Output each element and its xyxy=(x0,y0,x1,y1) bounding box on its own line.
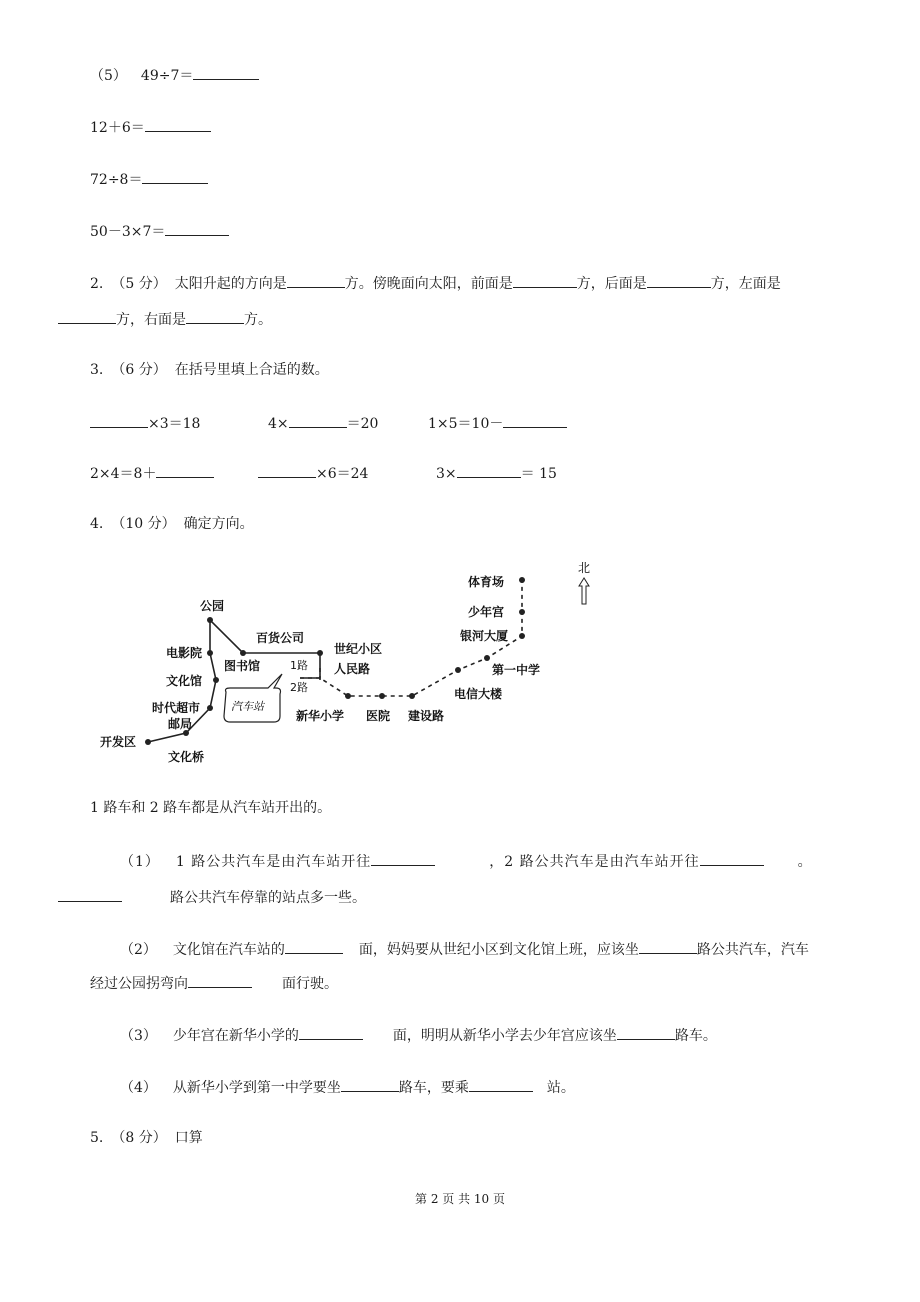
station-dot xyxy=(409,693,415,699)
station-dot xyxy=(207,650,213,656)
question-text: 面行驶。 xyxy=(282,976,338,992)
answer-blank[interactable] xyxy=(188,972,252,988)
question-2-cont xyxy=(58,308,272,330)
problem-line xyxy=(90,116,211,138)
question-number: 4. xyxy=(90,516,104,532)
equation-row-2 xyxy=(90,462,214,484)
answer-blank[interactable] xyxy=(58,308,116,324)
question-text: 1 路公共汽车是由汽车站开往 xyxy=(175,854,372,870)
question-text: 口算 xyxy=(174,1130,203,1146)
station-dot xyxy=(207,617,213,623)
station-first-middle: 第一中学 xyxy=(492,663,541,677)
sub-label: （5） xyxy=(90,68,127,84)
station-cinema: 电影院 xyxy=(166,646,203,660)
station-stadium: 体育场 xyxy=(468,575,505,589)
equation-part: 2×4＝8＋ xyxy=(90,466,157,482)
answer-blank[interactable] xyxy=(617,1024,675,1040)
question-text: 路公共汽车，汽车 xyxy=(696,942,809,958)
answer-blank[interactable] xyxy=(285,938,343,954)
q4-part-4 xyxy=(120,1076,575,1098)
question-number: 2. xyxy=(90,276,104,292)
question-text: 站。 xyxy=(546,1080,575,1096)
bus-route-map xyxy=(0,550,920,770)
q4-part-2-cont xyxy=(90,972,338,994)
equation xyxy=(268,412,378,434)
station-hospital: 医院 xyxy=(366,709,391,723)
station-dept-store: 百货公司 xyxy=(256,631,305,645)
sub-label: （1） xyxy=(120,854,160,870)
equation xyxy=(428,412,567,434)
sub-label: （2） xyxy=(120,942,157,958)
answer-blank[interactable] xyxy=(647,272,711,288)
answer-blank[interactable] xyxy=(287,272,345,288)
question-score: （10 分） xyxy=(111,516,176,532)
q4-part-3 xyxy=(120,1024,717,1046)
station-century: 世纪小区 xyxy=(334,642,383,656)
question-text: 文化馆在汽车站的 xyxy=(172,942,285,958)
station-dot xyxy=(379,693,385,699)
answer-blank[interactable] xyxy=(469,1076,533,1092)
answer-blank[interactable] xyxy=(289,412,347,428)
answer-blank[interactable] xyxy=(513,272,577,288)
station-park: 公园 xyxy=(200,599,225,613)
station-dot xyxy=(519,609,525,615)
problem-line xyxy=(90,168,208,190)
station-library: 图书馆 xyxy=(224,659,261,673)
question-text: 方，左面是 xyxy=(710,276,781,292)
route-labels xyxy=(290,659,308,694)
station-telecom: 电信大楼 xyxy=(454,687,503,701)
equation-part: ＝ 15 xyxy=(520,466,557,482)
station-supermarket: 时代超市 xyxy=(152,701,201,715)
station-galaxy: 银河大厦 xyxy=(460,629,509,643)
station-dot xyxy=(484,655,490,661)
answer-blank[interactable] xyxy=(145,116,211,132)
equation-part: ×6＝24 xyxy=(316,466,369,482)
question-text: 面，妈妈要从世纪小区到文化馆上班，应该坐 xyxy=(358,942,639,958)
equation-row-1 xyxy=(90,412,200,434)
answer-blank[interactable] xyxy=(186,308,244,324)
station-dot xyxy=(213,677,219,683)
question-text: 确定方向。 xyxy=(183,516,254,532)
station-dot xyxy=(455,667,461,673)
station-dot xyxy=(207,705,213,711)
answer-blank[interactable] xyxy=(142,168,208,184)
page-footer: 第 2 页 共 10 页 xyxy=(415,1192,505,1206)
question-text: 方，后面是 xyxy=(576,276,647,292)
equation: ×3＝18 xyxy=(148,416,201,432)
answer-blank[interactable] xyxy=(193,64,259,80)
question-score: （6 分） xyxy=(111,362,167,378)
question-4 xyxy=(90,514,254,534)
station-dot xyxy=(519,577,525,583)
answer-blank[interactable] xyxy=(90,412,148,428)
question-text: 面，明明从新华小学去少年宫应该坐 xyxy=(392,1028,617,1044)
question-text: ，2 路公共汽车是由汽车站开往 xyxy=(489,854,700,870)
north-arrow-icon xyxy=(578,561,590,604)
answer-blank[interactable] xyxy=(457,462,521,478)
north-label: 北 xyxy=(578,561,591,575)
equation-part: 3× xyxy=(436,466,457,482)
question-text: 路公共汽车停靠的站点多一些。 xyxy=(170,890,366,906)
question-text: 方。 xyxy=(244,312,272,328)
answer-blank[interactable] xyxy=(341,1076,399,1092)
route-2-label: 2路 xyxy=(290,681,308,694)
question-text: 。 xyxy=(797,854,813,870)
problem-text: 49÷7＝ xyxy=(140,68,194,84)
question-text: 太阳升起的方向是 xyxy=(174,276,287,292)
question-text: 路车。 xyxy=(674,1028,717,1044)
q4-part-1-cont xyxy=(58,886,366,908)
q4-part-1 xyxy=(120,850,813,872)
equation-part: ＝20 xyxy=(346,416,379,432)
problem-text: 72÷8＝ xyxy=(90,172,143,188)
bus-station-callout xyxy=(224,674,282,722)
question-text: 路车，要乘 xyxy=(398,1080,469,1096)
station-culture-bridge: 文化桥 xyxy=(168,750,205,764)
answer-blank[interactable] xyxy=(165,220,229,236)
station-dot xyxy=(145,739,151,745)
problem-line xyxy=(90,220,229,242)
problem-text: 50－3×7＝ xyxy=(90,224,166,240)
question-score: （5 分） xyxy=(111,276,167,292)
answer-blank[interactable] xyxy=(258,462,316,478)
equation-part: 4× xyxy=(268,416,289,432)
equation xyxy=(258,462,368,484)
question-number: 5. xyxy=(90,1130,104,1146)
sub-label: （3） xyxy=(120,1028,157,1044)
station-xinhua: 新华小学 xyxy=(296,709,345,723)
station-peoples-road: 人民路 xyxy=(334,662,371,676)
question-text: 方，右面是 xyxy=(116,312,186,328)
station-culture-hall: 文化馆 xyxy=(166,674,203,688)
question-text: 经过公园拐弯向 xyxy=(90,976,188,992)
station-post-office: 邮局 xyxy=(168,717,193,731)
question-3 xyxy=(90,360,329,380)
q4-part-2 xyxy=(120,938,809,960)
answer-blank[interactable] xyxy=(700,850,764,866)
station-dot xyxy=(240,650,246,656)
station-dot xyxy=(519,633,525,639)
sub-question-5 xyxy=(90,64,259,86)
answer-blank[interactable] xyxy=(58,886,122,902)
answer-blank[interactable] xyxy=(503,412,567,428)
route-1-label: 1路 xyxy=(290,659,308,672)
question-2 xyxy=(90,272,781,294)
question-number: 3. xyxy=(90,362,104,378)
bus-station-label: 汽车站 xyxy=(231,700,264,713)
question-text: 方。傍晚面向太阳，前面是 xyxy=(344,276,513,292)
answer-blank[interactable] xyxy=(371,850,435,866)
answer-blank[interactable] xyxy=(299,1024,363,1040)
answer-blank[interactable] xyxy=(156,462,214,478)
question-text: 少年宫在新华小学的 xyxy=(172,1028,299,1044)
equation-part: 1×5＝10－ xyxy=(428,416,504,432)
question-score: （8 分） xyxy=(111,1130,167,1146)
sub-label: （4） xyxy=(120,1080,157,1096)
equation xyxy=(436,462,557,484)
question-text: 在括号里填上合适的数。 xyxy=(174,362,329,378)
question-text: 1 路车和 2 路车都是从汽车站开出的。 xyxy=(90,800,332,816)
station-dot xyxy=(345,693,351,699)
station-jianshe: 建设路 xyxy=(408,709,445,723)
answer-blank[interactable] xyxy=(639,938,697,954)
station-dot xyxy=(317,650,323,656)
question-text: 从新华小学到第一中学要坐 xyxy=(172,1080,341,1096)
station-youth-palace: 少年宫 xyxy=(468,605,505,619)
question-5 xyxy=(90,1128,203,1148)
q4-intro xyxy=(90,798,331,818)
station-dev-zone: 开发区 xyxy=(100,735,137,749)
problem-text: 12＋6＝ xyxy=(90,120,145,136)
